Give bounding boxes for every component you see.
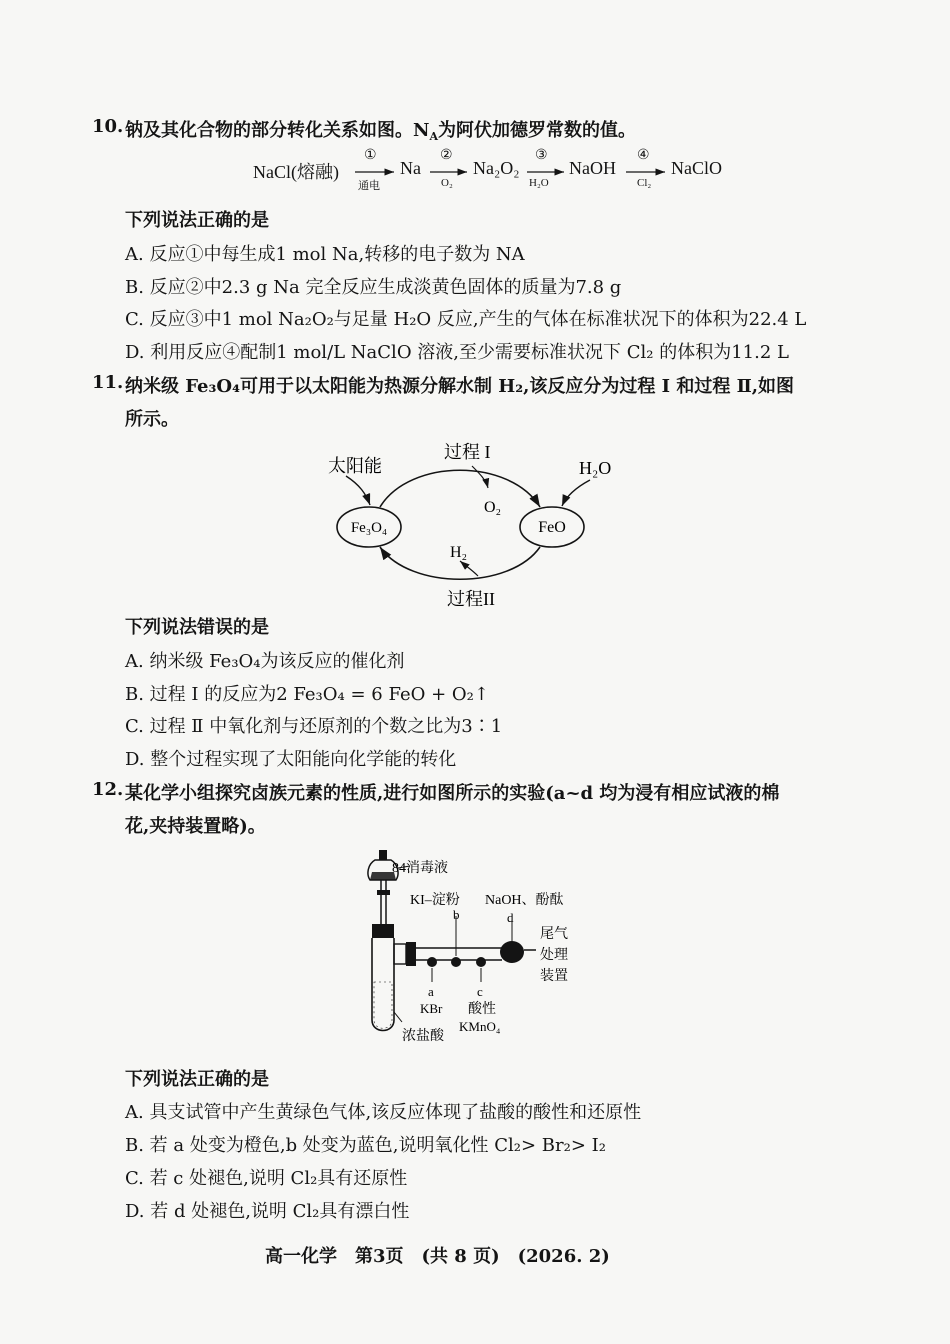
label-b: b xyxy=(453,907,460,922)
cotton-b xyxy=(451,957,461,967)
glass-tube-stopper xyxy=(406,942,416,966)
chain-na: Na xyxy=(400,158,421,178)
label-c: c xyxy=(477,984,483,999)
tube-stopper xyxy=(372,924,394,938)
q10-option-b: B. 反应②中2.3 g Na 完全反应生成淡黄色固体的质量为7.8 g xyxy=(125,277,622,298)
q12-prompt: 下列说法正确的是 xyxy=(125,1069,269,1090)
chain-naoh: NaOH xyxy=(569,158,616,178)
q10-option-d: D. 利用反应④配制1 mol/L NaClO 溶液,至少需要标准状况下 Cl₂ 的体积为11.2 L xyxy=(125,342,789,363)
cotton-d-bulb xyxy=(500,941,524,963)
q11-option-d: D. 整个过程实现了太阳能向化学能的转化 xyxy=(125,749,457,770)
label-h2o: H₂O xyxy=(579,458,612,478)
q11-stem-line2: 所示。 xyxy=(125,409,179,430)
chain-step4-number: ④ xyxy=(637,148,650,163)
q11-prompt: 下列说法错误的是 xyxy=(125,617,269,638)
h2o-arrow xyxy=(562,480,590,506)
q11-cycle-diagram xyxy=(300,430,640,615)
q12-number: 12. xyxy=(92,779,124,800)
side-arm-tube xyxy=(372,938,394,1031)
chain-step3-number: ③ xyxy=(535,148,548,163)
q11-stem-line1: 纳米级 Fe₃O₄可用于以太阳能为热源分解水制 H₂,该反应分为过程 Ⅰ 和过程 Ⅱ,如图 xyxy=(125,376,795,397)
label-kbr: KBr xyxy=(420,1001,443,1016)
chain-step2-condition: O₂ xyxy=(441,177,453,189)
label-fe3o4: Fe₃O₄ xyxy=(350,520,388,536)
label-a: a xyxy=(428,984,434,999)
label-o2: O₂ xyxy=(484,499,502,516)
q10-prompt: 下列说法正确的是 xyxy=(125,210,269,231)
process1-arrow xyxy=(380,470,540,507)
funnel-stopcock xyxy=(377,890,390,895)
label-feo: FeO xyxy=(538,519,566,536)
q10-number: 10. xyxy=(92,116,124,137)
leader-hcl xyxy=(394,1012,402,1022)
chain-nacl: NaCl(熔融) xyxy=(253,162,339,182)
chain-arrows xyxy=(0,0,950,200)
q12-stem-line1: 某化学小组探究卤族元素的性质,进行如图所示的实验(a~d 均为浸有相应试液的棉 xyxy=(125,783,780,804)
chain-na2o2: Na₂O₂ xyxy=(473,158,520,178)
cotton-c xyxy=(476,957,486,967)
q10-option-a: A. 反应①中每生成1 mol Na,转移的电子数为 NA xyxy=(125,244,525,265)
label-tail-1: 尾气 xyxy=(540,927,568,942)
label-bleach: 84消毒液 xyxy=(392,861,448,876)
solar-arrow xyxy=(346,476,370,505)
label-hcl: 浓盐酸 xyxy=(402,1029,444,1044)
q10-stem-text: 钠及其化合物的部分转化关系如图。N xyxy=(125,120,430,141)
q12-option-c: C. 若 c 处褪色,说明 Cl₂具有还原性 xyxy=(125,1168,408,1189)
tube-liquid xyxy=(374,982,392,1028)
label-kmno4: KMnO₄ xyxy=(459,1019,501,1034)
q12-stem-line2: 花,夹持装置略)。 xyxy=(125,816,266,837)
q12-apparatus-diagram xyxy=(350,842,600,1052)
funnel-stopper xyxy=(379,850,387,860)
q11-option-c: C. 过程 Ⅱ 中氧化剂与还原剂的个数之比为3∶1 xyxy=(125,716,503,737)
label-d: d xyxy=(507,910,514,925)
o2-release-arrow xyxy=(472,466,488,488)
q11-number: 11. xyxy=(92,372,124,393)
chain-step3-condition: H₂O xyxy=(529,177,549,189)
chain-step1-condition: 通电 xyxy=(358,180,380,192)
label-tail-2: 处理 xyxy=(540,948,568,963)
q12-option-a: A. 具支试管中产生黄绿色气体,该反应体现了盐酸的酸性和还原性 xyxy=(125,1102,642,1123)
chain-step1-number: ① xyxy=(364,148,377,163)
page-footer: 高一化学 第3页 (共 8 页) (2026. 2) xyxy=(265,1246,610,1267)
label-h2: H₂ xyxy=(450,544,468,561)
label-ki-starch: KI–淀粉 xyxy=(410,893,460,908)
q11-option-b: B. 过程 Ⅰ 的反应为2 Fe₃O₄ = 6 FeO + O₂↑ xyxy=(125,684,489,705)
chain-step2-number: ② xyxy=(440,148,453,163)
q10-stem-tail: 为阿伏加德罗常数的值。 xyxy=(438,120,636,141)
q12-option-b: B. 若 a 处变为橙色,b 处变为蓝色,说明氧化性 Cl₂> Br₂> I₂ xyxy=(125,1135,606,1156)
q10-na-subscript: A xyxy=(429,130,438,143)
label-process1: 过程 I xyxy=(444,442,491,462)
q10-option-c: C. 反应③中1 mol Na₂O₂与足量 H₂O 反应,产生的气体在标准状况下的体积为22.4 L xyxy=(125,309,807,330)
q11-option-a: A. 纳米级 Fe₃O₄为该反应的催化剂 xyxy=(125,651,405,672)
side-arm xyxy=(394,944,406,964)
chain-step4-condition: Cl₂ xyxy=(637,177,652,189)
cotton-a xyxy=(427,957,437,967)
label-acidic: 酸性 xyxy=(468,1002,496,1017)
label-tail-3: 装置 xyxy=(540,969,568,984)
h2-release-arrow xyxy=(460,561,478,576)
chain-naclo: NaClO xyxy=(671,158,722,178)
label-solar: 太阳能 xyxy=(328,456,382,476)
q12-option-d: D. 若 d 处褪色,说明 Cl₂具有漂白性 xyxy=(125,1201,410,1222)
label-naoh: NaOH、酚酞 xyxy=(485,893,564,908)
label-process2: 过程II xyxy=(447,589,495,609)
